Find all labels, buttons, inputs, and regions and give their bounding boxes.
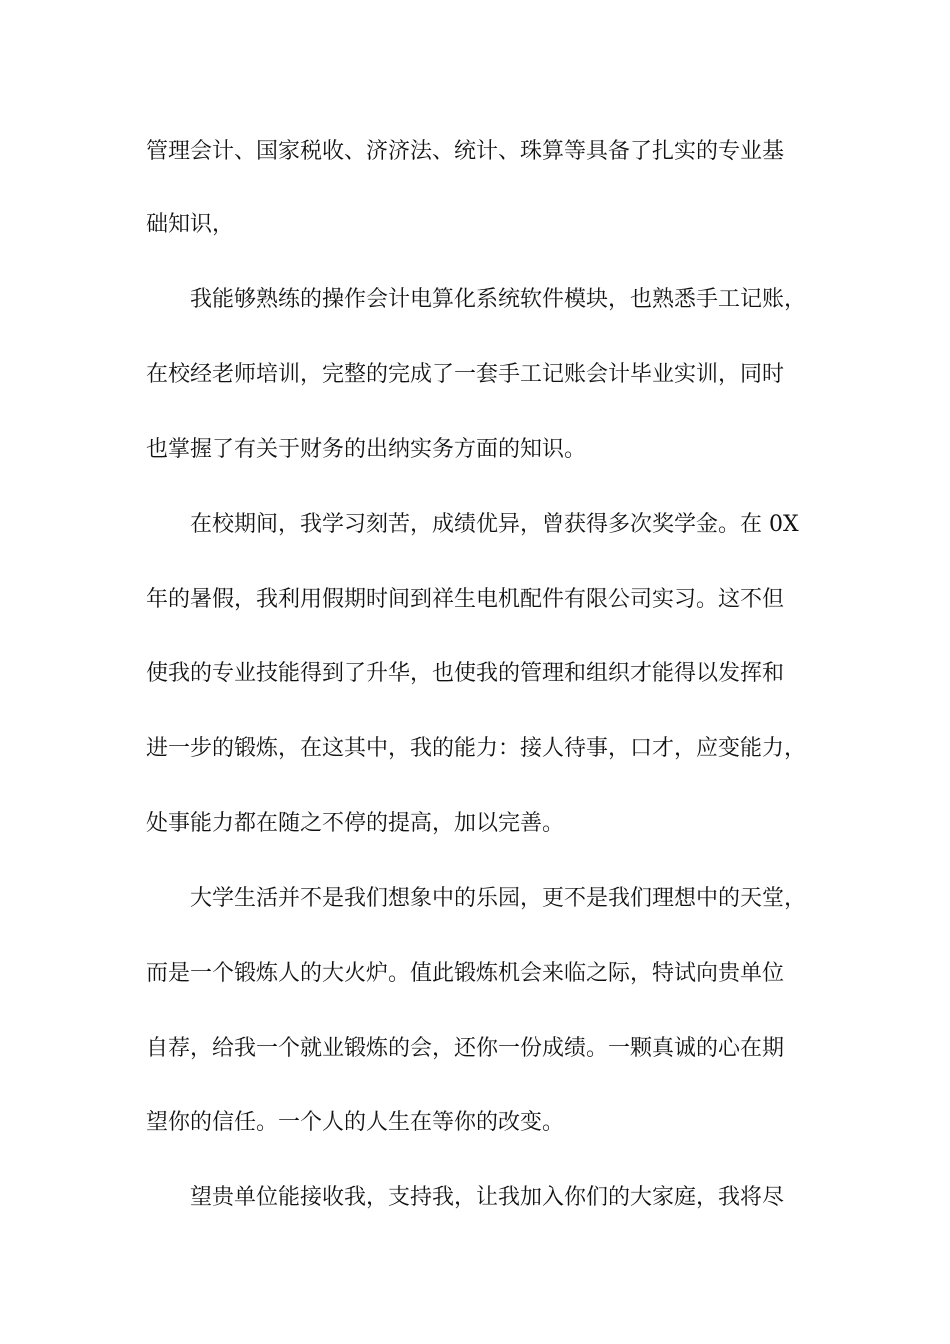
text-line: 年的暑假，我利用假期时间到祥生电机配件有限公司实习。这不但 [146,587,785,612]
text-line: 使我的专业技能得到了升华，也使我的管理和组织才能得以发挥和 [146,661,785,686]
text-line: 而是一个锻炼人的大火炉。值此锻炼机会来临之际，特试向贵单位 [146,961,785,986]
text-line: 础知识， [146,212,235,237]
text-line: 在校经老师培训，完整的完成了一套手工记账会计毕业实训，同时 [146,362,785,387]
text-line: 自荐，给我一个就业锻炼的会，还你一份成绩。一颗真诚的心在期 [146,1036,785,1061]
paragraph-start-line: 在校期间，我学习刻苦，成绩优异，曾获得多次奖学金。在 0X [190,512,799,537]
text-line: 进一步的锻炼，在这其中，我的能力：接人待事，口才，应变能力， [146,736,807,761]
paragraph-start-line: 望贵单位能接收我，支持我，让我加入你们的大家庭，我将尽 [190,1185,785,1210]
text-line: 望你的信任。一个人的人生在等你的改变。 [146,1110,565,1135]
text-line: 处事能力都在随之不停的提高，加以完善。 [146,811,565,836]
text-line: 管理会计、国家税收、济济法、统计、珠算等具备了扎实的专业基 [146,139,785,164]
text-line: 也掌握了有关于财务的出纳实务方面的知识。 [146,437,587,462]
paragraph-start-line: 我能够熟练的操作会计电算化系统软件模块，也熟悉手工记账， [190,287,807,312]
paragraph-start-line: 大学生活并不是我们想象中的乐园，更不是我们理想中的天堂， [190,886,807,911]
